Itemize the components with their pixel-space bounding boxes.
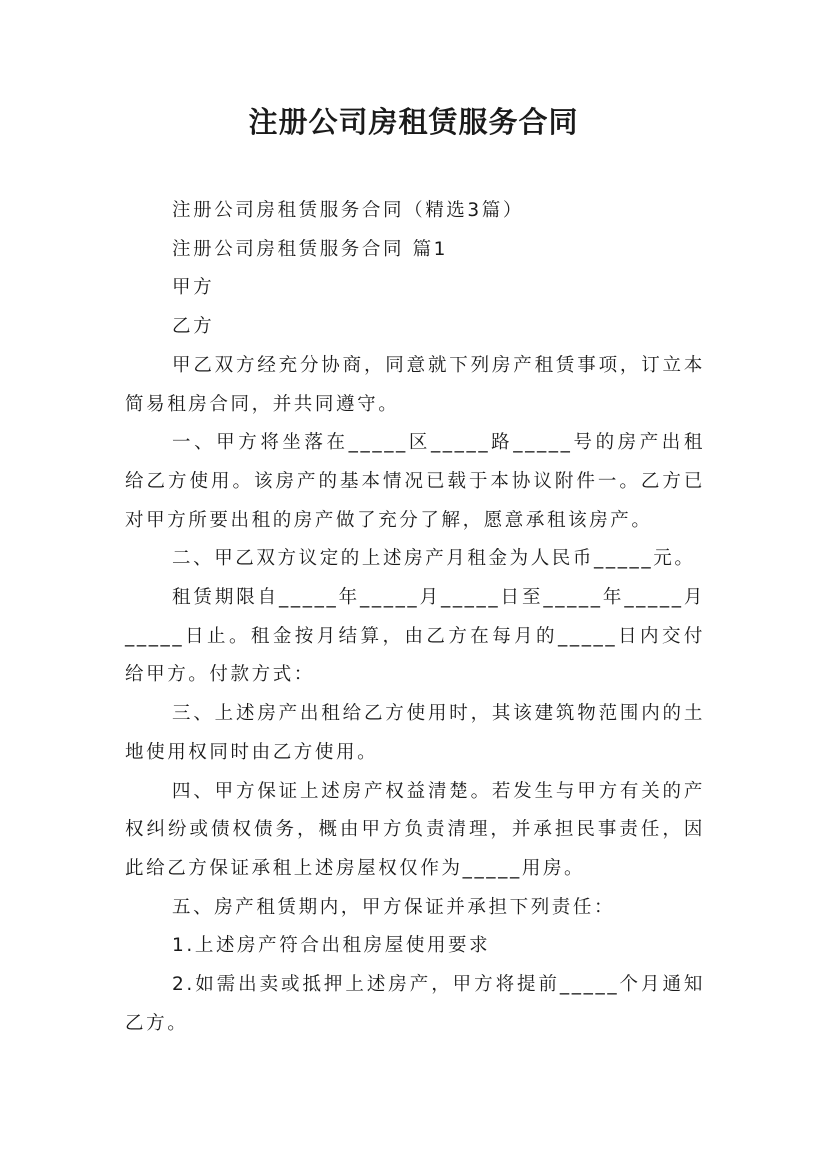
paragraph-clause-2: 二、甲乙双方议定的上述房产月租金为人民币_____元。 — [172, 548, 696, 570]
paragraph-lease-term: 租赁期限自_____年_____月_____日至_____年_____月_____日止。租金按月结算，由乙方在每月的_____日内交付给甲方。付款方式： — [125, 587, 705, 686]
document-title: 注册公司房租赁服务合同 — [248, 105, 579, 139]
paragraph-article-heading: 注册公司房租赁服务合同 篇1 — [172, 238, 449, 260]
paragraph-party-b: 乙方 — [172, 316, 215, 338]
paragraph-collection-title: 注册公司房租赁服务合同（精选3篇） — [172, 200, 524, 221]
document-body — [125, 192, 705, 1043]
paragraph-preamble: 甲乙双方经充分协商，同意就下列房产租赁事项，订立本简易租房合同，并共同遵守。 — [125, 354, 705, 415]
paragraph-item-2: 2.如需出卖或抵押上述房产，甲方将提前_____个月通知乙方。 — [125, 974, 705, 1034]
paragraph-party-a: 甲方 — [172, 277, 215, 299]
paragraph-item-1: 1.上述房产符合出租房屋使用要求 — [172, 935, 491, 957]
paragraph-clause-1: 一、甲方将坐落在_____区_____路_____号的房产出租给乙方使用。该房产的基本情况已载于本协议附件一。乙方已对甲方所要出租的房产做了充分了解，愿意承租该房产。 — [125, 432, 705, 531]
paragraph-clause-4: 四、甲方保证上述房产权益清楚。若发生与甲方有关的产权纠纷或债权债务，概由甲方负责清理，并承担民事责任，因此给乙方保证承租上述房屋权仅作为_____用房。 — [125, 780, 705, 879]
paragraph-clause-3: 三、上述房产出租给乙方使用时，其该建筑物范围内的土地使用权同时由乙方使用。 — [125, 703, 705, 763]
paragraph-clause-5: 五、房产租赁期内，甲方保证并承担下列责任： — [172, 896, 616, 918]
